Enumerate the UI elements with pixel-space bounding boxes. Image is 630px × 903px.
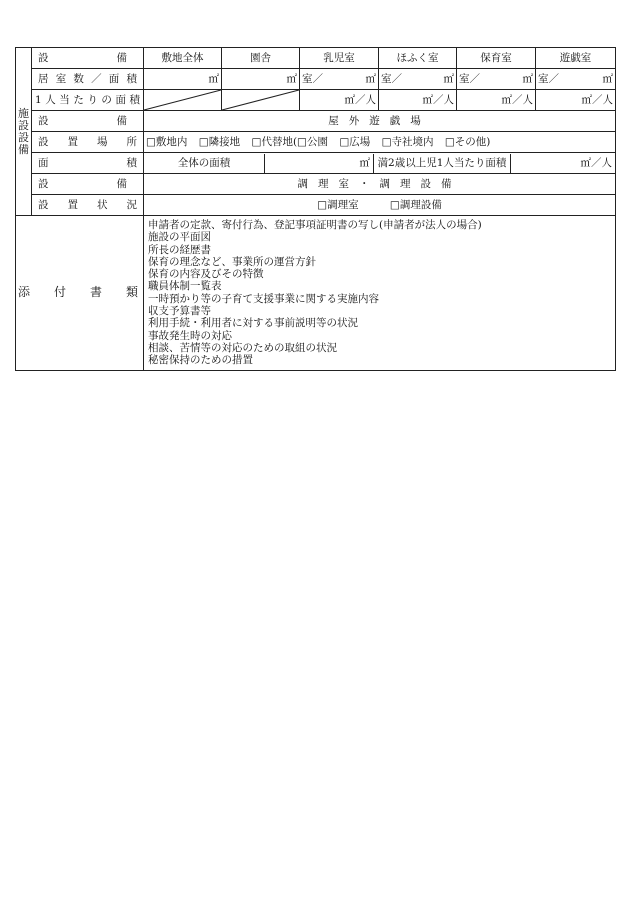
facility-table [15, 47, 616, 371]
location-options [144, 132, 616, 153]
crawling-per-person-cell[interactable] [379, 90, 457, 111]
list-item: 収支予算書等 [148, 305, 211, 318]
header-play-room: 遊戯室 [536, 48, 616, 69]
side-char: 施 [18, 106, 29, 120]
header-site: 敷地全体 [144, 48, 222, 69]
building-area-cell[interactable] [222, 69, 300, 90]
list-item: 申請者の定款、寄付行為、登記事項証明書の写し(申請者が法人の場合) [148, 219, 482, 231]
playground-title: 屋外遊戯場 [144, 111, 616, 132]
attachments-label [16, 216, 163, 371]
unit: ㎡ [359, 156, 370, 169]
side-char: 設 [18, 130, 29, 144]
attachments-label-text: 添付書類 [18, 285, 163, 300]
list-item: 保育の内容及びその特徴 [148, 268, 264, 281]
site-per-person-diagonal [144, 90, 222, 111]
unit: ㎡／人 [422, 93, 454, 106]
header-building: 園舎 [222, 48, 300, 69]
kitchen-status-options [144, 195, 616, 216]
play-per-person-cell[interactable] [536, 90, 616, 111]
per-child-area-input[interactable] [511, 154, 615, 173]
area-label: 面積 [32, 153, 144, 174]
kitchen-header-row [16, 174, 616, 195]
room-header-row [16, 48, 616, 69]
option-on-site[interactable]: □敷地内 [146, 135, 188, 148]
unit: ㎡ [365, 72, 376, 85]
crawling-room-area-cell[interactable] [379, 69, 457, 90]
playground-area-row [16, 153, 616, 174]
header-infant-room: 乳児室 [300, 48, 379, 69]
list-item: 相談、苦情等の対応のための取組の状況 [148, 341, 337, 354]
facility-form [15, 47, 615, 383]
list-item: 利用手続・利用者に対する事前説明等の状況 [148, 317, 358, 330]
kitchen-status-label: 設置状況 [32, 195, 144, 216]
list-item: 事故発生時の対応 [148, 329, 232, 342]
location-label: 設置場所 [32, 132, 144, 153]
unit: ㎡／人 [344, 93, 376, 106]
room-prefix: 室／ [459, 72, 480, 85]
infant-room-area-cell[interactable] [300, 69, 379, 90]
unit: ㎡ [443, 72, 454, 85]
header-nursery-room: 保育室 [457, 48, 536, 69]
header-crawling-room: ほふく室 [379, 48, 457, 69]
kitchen-status-row [16, 195, 616, 216]
unit: ㎡ [208, 72, 219, 85]
per-person-label: 1人当たりの面積 [32, 90, 144, 111]
list-item: 職員体制一覧表 [148, 280, 222, 293]
option-substitute-park[interactable]: □代替地(□公園 [251, 135, 328, 148]
total-area-input[interactable] [265, 154, 374, 173]
infant-per-person-cell[interactable] [300, 90, 379, 111]
side-char: 備 [18, 142, 29, 156]
count-area-row [16, 69, 616, 90]
unit: ㎡／人 [581, 93, 613, 106]
room-prefix: 室／ [538, 72, 559, 85]
list-item: 施設の平面図 [148, 231, 211, 244]
playground-location-row [16, 132, 616, 153]
per-child-area-label: 満2歳以上児1人当たり面積 [374, 154, 511, 173]
site-area-cell[interactable] [144, 69, 222, 90]
playground-equipment-label: 設備 [32, 111, 144, 132]
unit: ㎡ [522, 72, 533, 85]
nursery-per-person-cell[interactable] [457, 90, 536, 111]
attachments-list [144, 216, 616, 371]
unit: ㎡／人 [501, 93, 533, 106]
side-char: 設 [18, 118, 29, 132]
room-equipment-label: 設備 [32, 48, 144, 69]
option-shrine-temple[interactable]: □寺社境内 [381, 135, 434, 148]
option-square[interactable]: □広場 [339, 135, 371, 148]
list-item: 一時預かり等の子育て支援事業に関する実施内容 [148, 292, 379, 305]
option-other[interactable]: □その他) [444, 135, 491, 148]
count-area-label: 居室数／面積 [32, 69, 144, 90]
building-per-person-diagonal [222, 90, 300, 111]
facility-side-label [16, 48, 32, 216]
play-room-area-cell[interactable] [536, 69, 616, 90]
room-prefix: 室／ [302, 72, 323, 85]
total-area-label: 全体の面積 [144, 154, 265, 173]
option-adjacent[interactable]: □隣接地 [198, 135, 241, 148]
unit: ㎡ [286, 72, 297, 85]
per-person-row [16, 90, 616, 111]
playground-header-row [16, 111, 616, 132]
unit: ㎡／人 [580, 156, 612, 169]
unit: ㎡ [602, 72, 613, 85]
area-container [144, 153, 616, 174]
list-item: 秘密保持のための措置 [148, 354, 253, 367]
option-kitchen-room[interactable]: □調理室 [317, 198, 359, 211]
kitchen-title: 調理室・調理設備 [144, 174, 616, 195]
list-item: 所長の経歴書 [148, 243, 211, 256]
kitchen-equipment-label: 設備 [32, 174, 144, 195]
option-kitchen-equipment[interactable]: □調理設備 [389, 198, 442, 211]
list-item: 保育の理念など、事業所の運営方針 [148, 255, 316, 268]
attachments-row [16, 216, 616, 371]
room-prefix: 室／ [381, 72, 402, 85]
nursery-room-area-cell[interactable] [457, 69, 536, 90]
